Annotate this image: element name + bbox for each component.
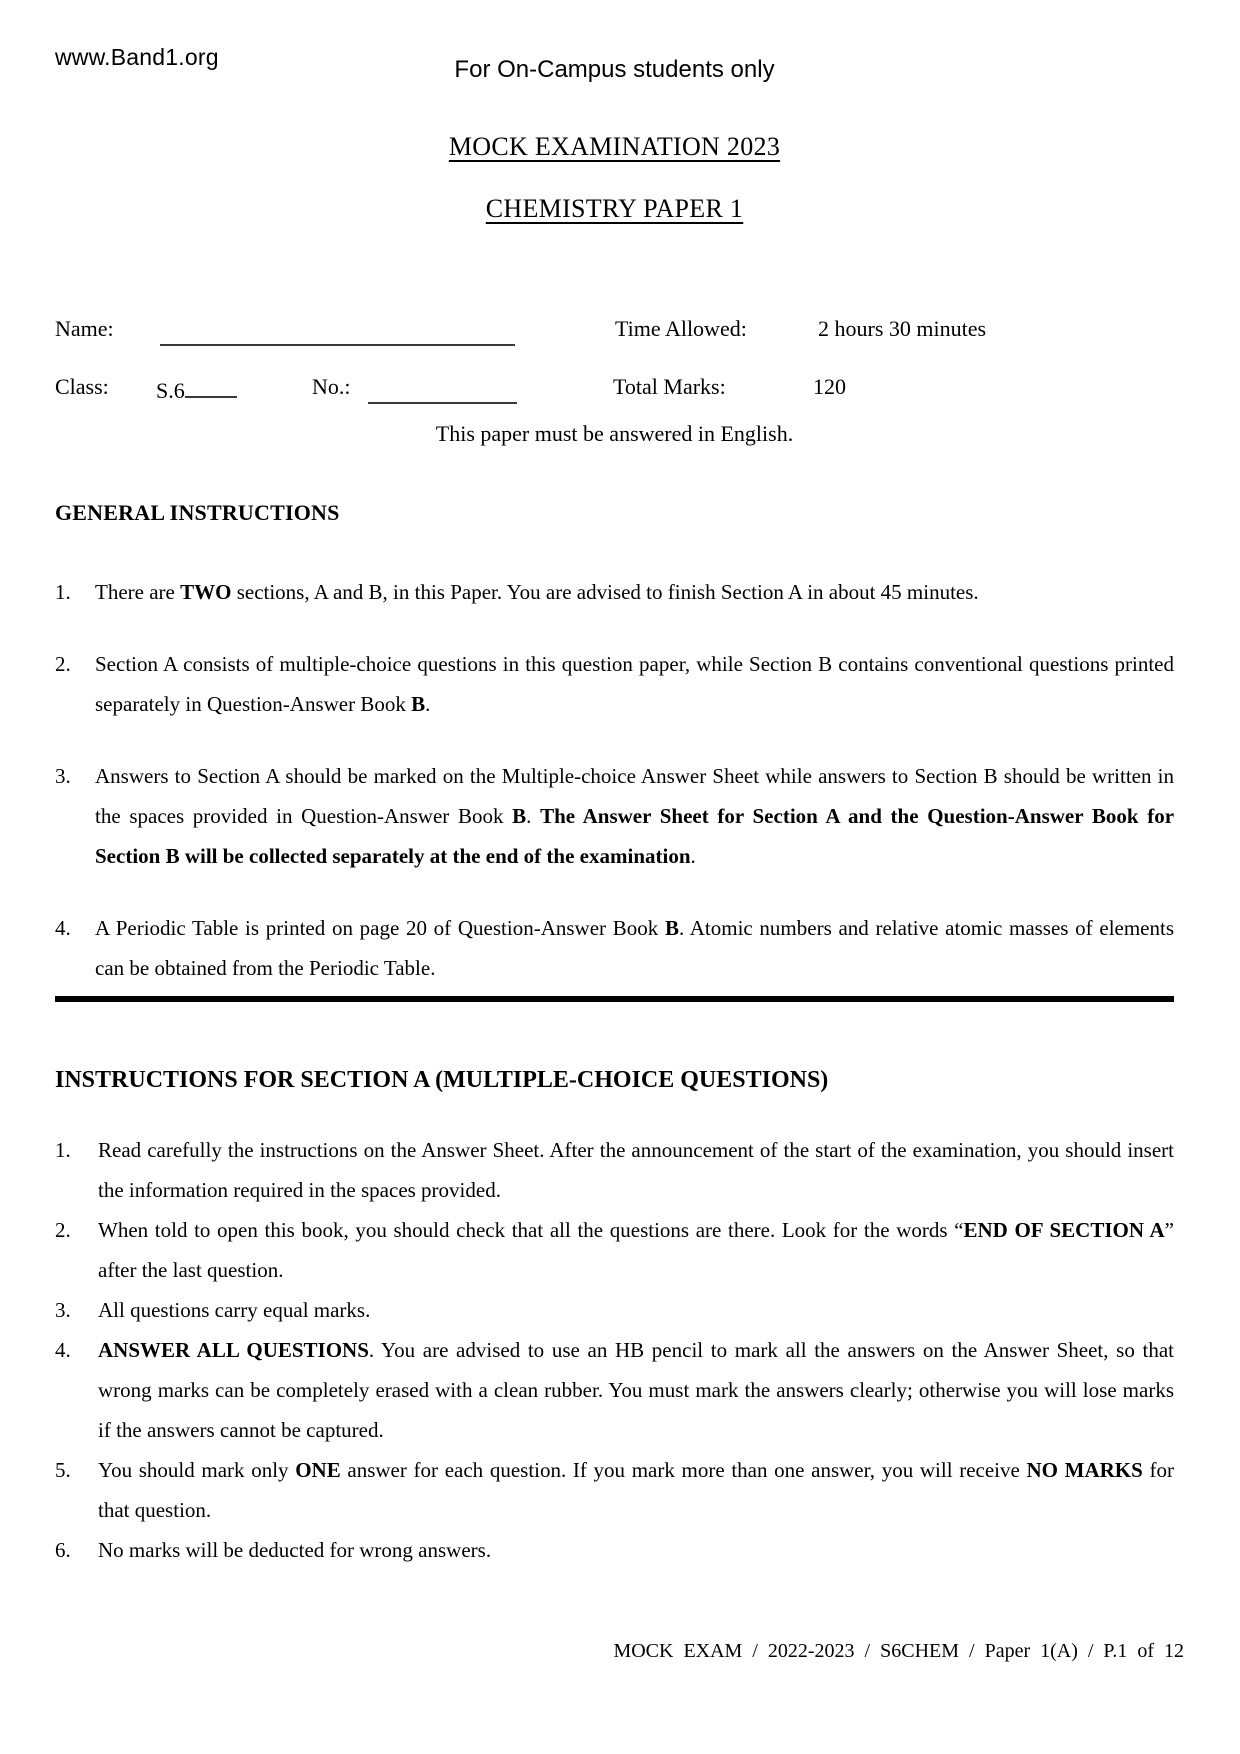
total-marks-label: Total Marks: xyxy=(613,374,726,399)
item-number: 5. xyxy=(55,1458,71,1482)
time-allowed-value: 2 hours 30 minutes xyxy=(818,316,987,341)
item-text: All questions carry equal marks. xyxy=(98,1298,371,1322)
item-text: You should mark only ONE answer for each question. If you mark more than one answer, you will receive NO MARKS for that question. xyxy=(98,1458,1174,1522)
item-number: 4. xyxy=(55,916,71,940)
instruction-item xyxy=(55,1210,1174,1290)
item-text: No marks will be deducted for wrong answers. xyxy=(98,1538,492,1562)
instruction-item xyxy=(55,756,1174,876)
item-text: ANSWER ALL QUESTIONS. You are advised to use an HB pencil to mark all the answers on the Answer Sheet, so that wrong marks can be completely erased with a clean rubber. You must mark the answers clearly; otherwise you will lose marks if the answers cannot be captured. xyxy=(98,1338,1174,1442)
instruction-item xyxy=(55,1130,1174,1210)
item-number: 2. xyxy=(55,1218,71,1242)
item-number: 1. xyxy=(55,580,71,604)
instruction-item xyxy=(55,1330,1174,1450)
name-row xyxy=(55,312,1174,352)
instruction-item xyxy=(55,1450,1174,1530)
page-header xyxy=(55,0,1174,83)
no-blank-field xyxy=(368,374,517,404)
section-divider-rule xyxy=(55,996,1174,1002)
instruction-item xyxy=(55,572,1174,612)
site-watermark: www.Band1.org xyxy=(55,44,219,70)
paper-title-text: CHEMISTRY PAPER 1 xyxy=(485,194,744,223)
item-number: 1. xyxy=(55,1138,71,1162)
general-instructions-heading: GENERAL INSTRUCTIONS xyxy=(55,500,340,525)
class-prefix: S.6 xyxy=(156,378,185,403)
section-a-heading: INSTRUCTIONS FOR SECTION A (MULTIPLE-CHOICE QUESTIONS) xyxy=(55,1067,829,1093)
item-text: Section A consists of multiple-choice questions in this question paper, while Section B contains conventional questions printed separately in Question-Answer Book B. xyxy=(95,652,1174,716)
no-label: No.: xyxy=(312,374,351,399)
item-text: A Periodic Table is printed on page 20 of Question-Answer Book B. Atomic numbers and relative atomic masses of elements can be obtained from the Periodic Table. xyxy=(95,916,1175,980)
item-number: 3. xyxy=(55,764,71,788)
class-field xyxy=(156,374,237,404)
item-text: There are TWO sections, A and B, in this Paper. You are advised to finish Section A in about 45 minutes. xyxy=(95,580,979,604)
name-label: Name: xyxy=(55,316,114,341)
exam-title-text: MOCK EXAMINATION 2023 xyxy=(448,132,781,161)
general-instructions-list xyxy=(55,572,1174,988)
instruction-item xyxy=(55,644,1174,724)
instruction-item xyxy=(55,1290,1174,1330)
exam-title xyxy=(55,130,1174,164)
instruction-item xyxy=(55,1530,1174,1570)
instruction-item xyxy=(55,908,1174,988)
name-blank-field xyxy=(160,316,515,346)
item-text: Answers to Section A should be marked on the Multiple-choice Answer Sheet while answers to Section B should be written in the spaces provided in Question-Answer Book B. The Answer Sheet for Section A and the Question-Answer Book for Section B will be collected separately at the end of the examination. xyxy=(95,764,1175,868)
item-text: Read carefully the instructions on the Answer Sheet. After the announcement of the start of the examination, you should insert the information required in the spaces provided. xyxy=(98,1138,1174,1202)
paper-title xyxy=(55,192,1174,226)
class-row xyxy=(55,370,1174,410)
item-text: When told to open this book, you should check that all the questions are there. Look for the words “END OF SECTION A” after the last question. xyxy=(98,1218,1174,1282)
item-number: 2. xyxy=(55,652,71,676)
total-marks-value: 120 xyxy=(813,374,846,399)
language-note: This paper must be answered in English. xyxy=(435,421,794,446)
class-label: Class: xyxy=(55,374,109,399)
page-footer: MOCK EXAM / 2022-2023 / S6CHEM / Paper 1(A) / P.1 of 12 xyxy=(613,1640,1184,1662)
time-allowed-label: Time Allowed: xyxy=(615,316,747,341)
section-a-instructions-list xyxy=(55,1130,1174,1570)
item-number: 3. xyxy=(55,1298,71,1322)
campus-notice: For On-Campus students only xyxy=(454,56,775,83)
item-number: 4. xyxy=(55,1338,71,1362)
class-blank-field xyxy=(185,374,237,398)
item-number: 6. xyxy=(55,1538,71,1562)
